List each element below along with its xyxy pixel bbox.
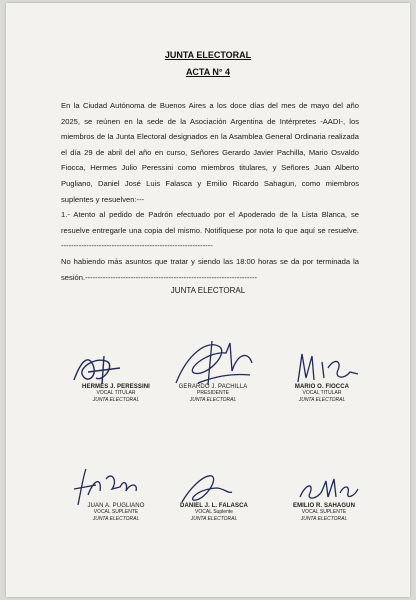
signatory-role: VOCAL SUPLENTE: [93, 509, 139, 515]
signatory-role: VOCAL Suplente: [195, 509, 233, 515]
closing-heading: JUNTA ELECTORAL: [170, 286, 246, 295]
act-number: ACTA N° 4: [185, 67, 231, 77]
signatory-org: JUNTA ELECTORAL: [300, 515, 348, 522]
signatory-name: DANIEL J. L. FALASCA: [180, 503, 248, 509]
signatory-block-sahagun: [264, 503, 384, 522]
signatory-name: MARIO O. FIOCCA: [294, 384, 350, 390]
act-paragraph-2: 1.- Atento al pedido de Padrón efectuado por el Apoderado de la Lista Blanca, se resuelve entregarle una copia del mismo. Notifíquese por nota lo que aquí se resuelve.------------------------------------------------------------: [61, 210, 362, 251]
act-paragraph-3-text: No habiendo más asuntos que tratar y siendo las 18:00 horas se da por terminada la sesión.: [61, 256, 362, 282]
act-paragraph-3: No habiendo más asuntos que tratar y siendo las 18:00 horas se da por terminada la sesión.--------------------------------------------------------------------: [61, 256, 362, 282]
signatory-name: JUAN A. PUGLIANO: [87, 503, 145, 509]
signatory-org: JUNTA ELECTORAL: [190, 515, 238, 522]
signatory-org: JUNTA ELECTORAL: [92, 515, 140, 522]
signature-peressini: [68, 348, 138, 388]
document-title: JUNTA ELECTORAL: [164, 50, 252, 60]
signatory-role: VOCAL SUPLENTE: [301, 509, 347, 515]
signatory-role: PRESIDENTE: [197, 390, 229, 396]
signature-pugliano: [68, 465, 148, 507]
signatory-name: EMILIO R. SAHAGUN: [292, 503, 356, 509]
signature-sahagun: [294, 473, 364, 505]
signature-falasca: [176, 468, 236, 508]
signatory-role: VOCAL TITULAR: [96, 390, 136, 396]
signatory-role: VOCAL TITULAR: [302, 390, 342, 396]
act-body: [61, 98, 362, 285]
signatory-org: JUNTA ELECTORAL: [92, 396, 140, 403]
signatory-name: GERARDO J. PACHILLA: [178, 384, 248, 390]
act-paragraph-2-text: 1.- Atento al pedido de Padrón efectuado por el Apoderado de la Lista Blanca, se resuelve entregarle una copia del mismo. Notifíquese por nota lo que aquí se resuelve.: [61, 210, 362, 235]
signatory-block-pachilla: [153, 384, 273, 403]
signature-fiocca: [288, 348, 368, 388]
signatory-block-fiocca: [262, 384, 382, 403]
document-page: [6, 3, 410, 597]
signatory-org: JUNTA ELECTORAL: [298, 396, 346, 403]
signatory-org: JUNTA ELECTORAL: [189, 396, 237, 403]
signatory-name: HERMES J. PERESSINI: [82, 384, 150, 390]
act-paragraph-1: En la Ciudad Autónoma de Buenos Aires a los doce días del mes de mayo del año 2025, se reúnen en la sede de la Asociación Argentina de Intérpretes -AADI-, los miembros de la Junta Electoral designados en la Asamblea General Ordinaria realizada el día 29 de abril del año en curso, Señores Gerardo Javier Pachilla, Mario Osvaldo Fiocca, Hermes Julio Peressini como miembros titulares, y Señores Juan Alberto Pugliano, Daniel José Luis Falasca y Emilio Ricardo Sahagun, como miembros suplentes y resuelven:---: [61, 101, 362, 204]
signatory-block-falasca: [154, 503, 274, 522]
